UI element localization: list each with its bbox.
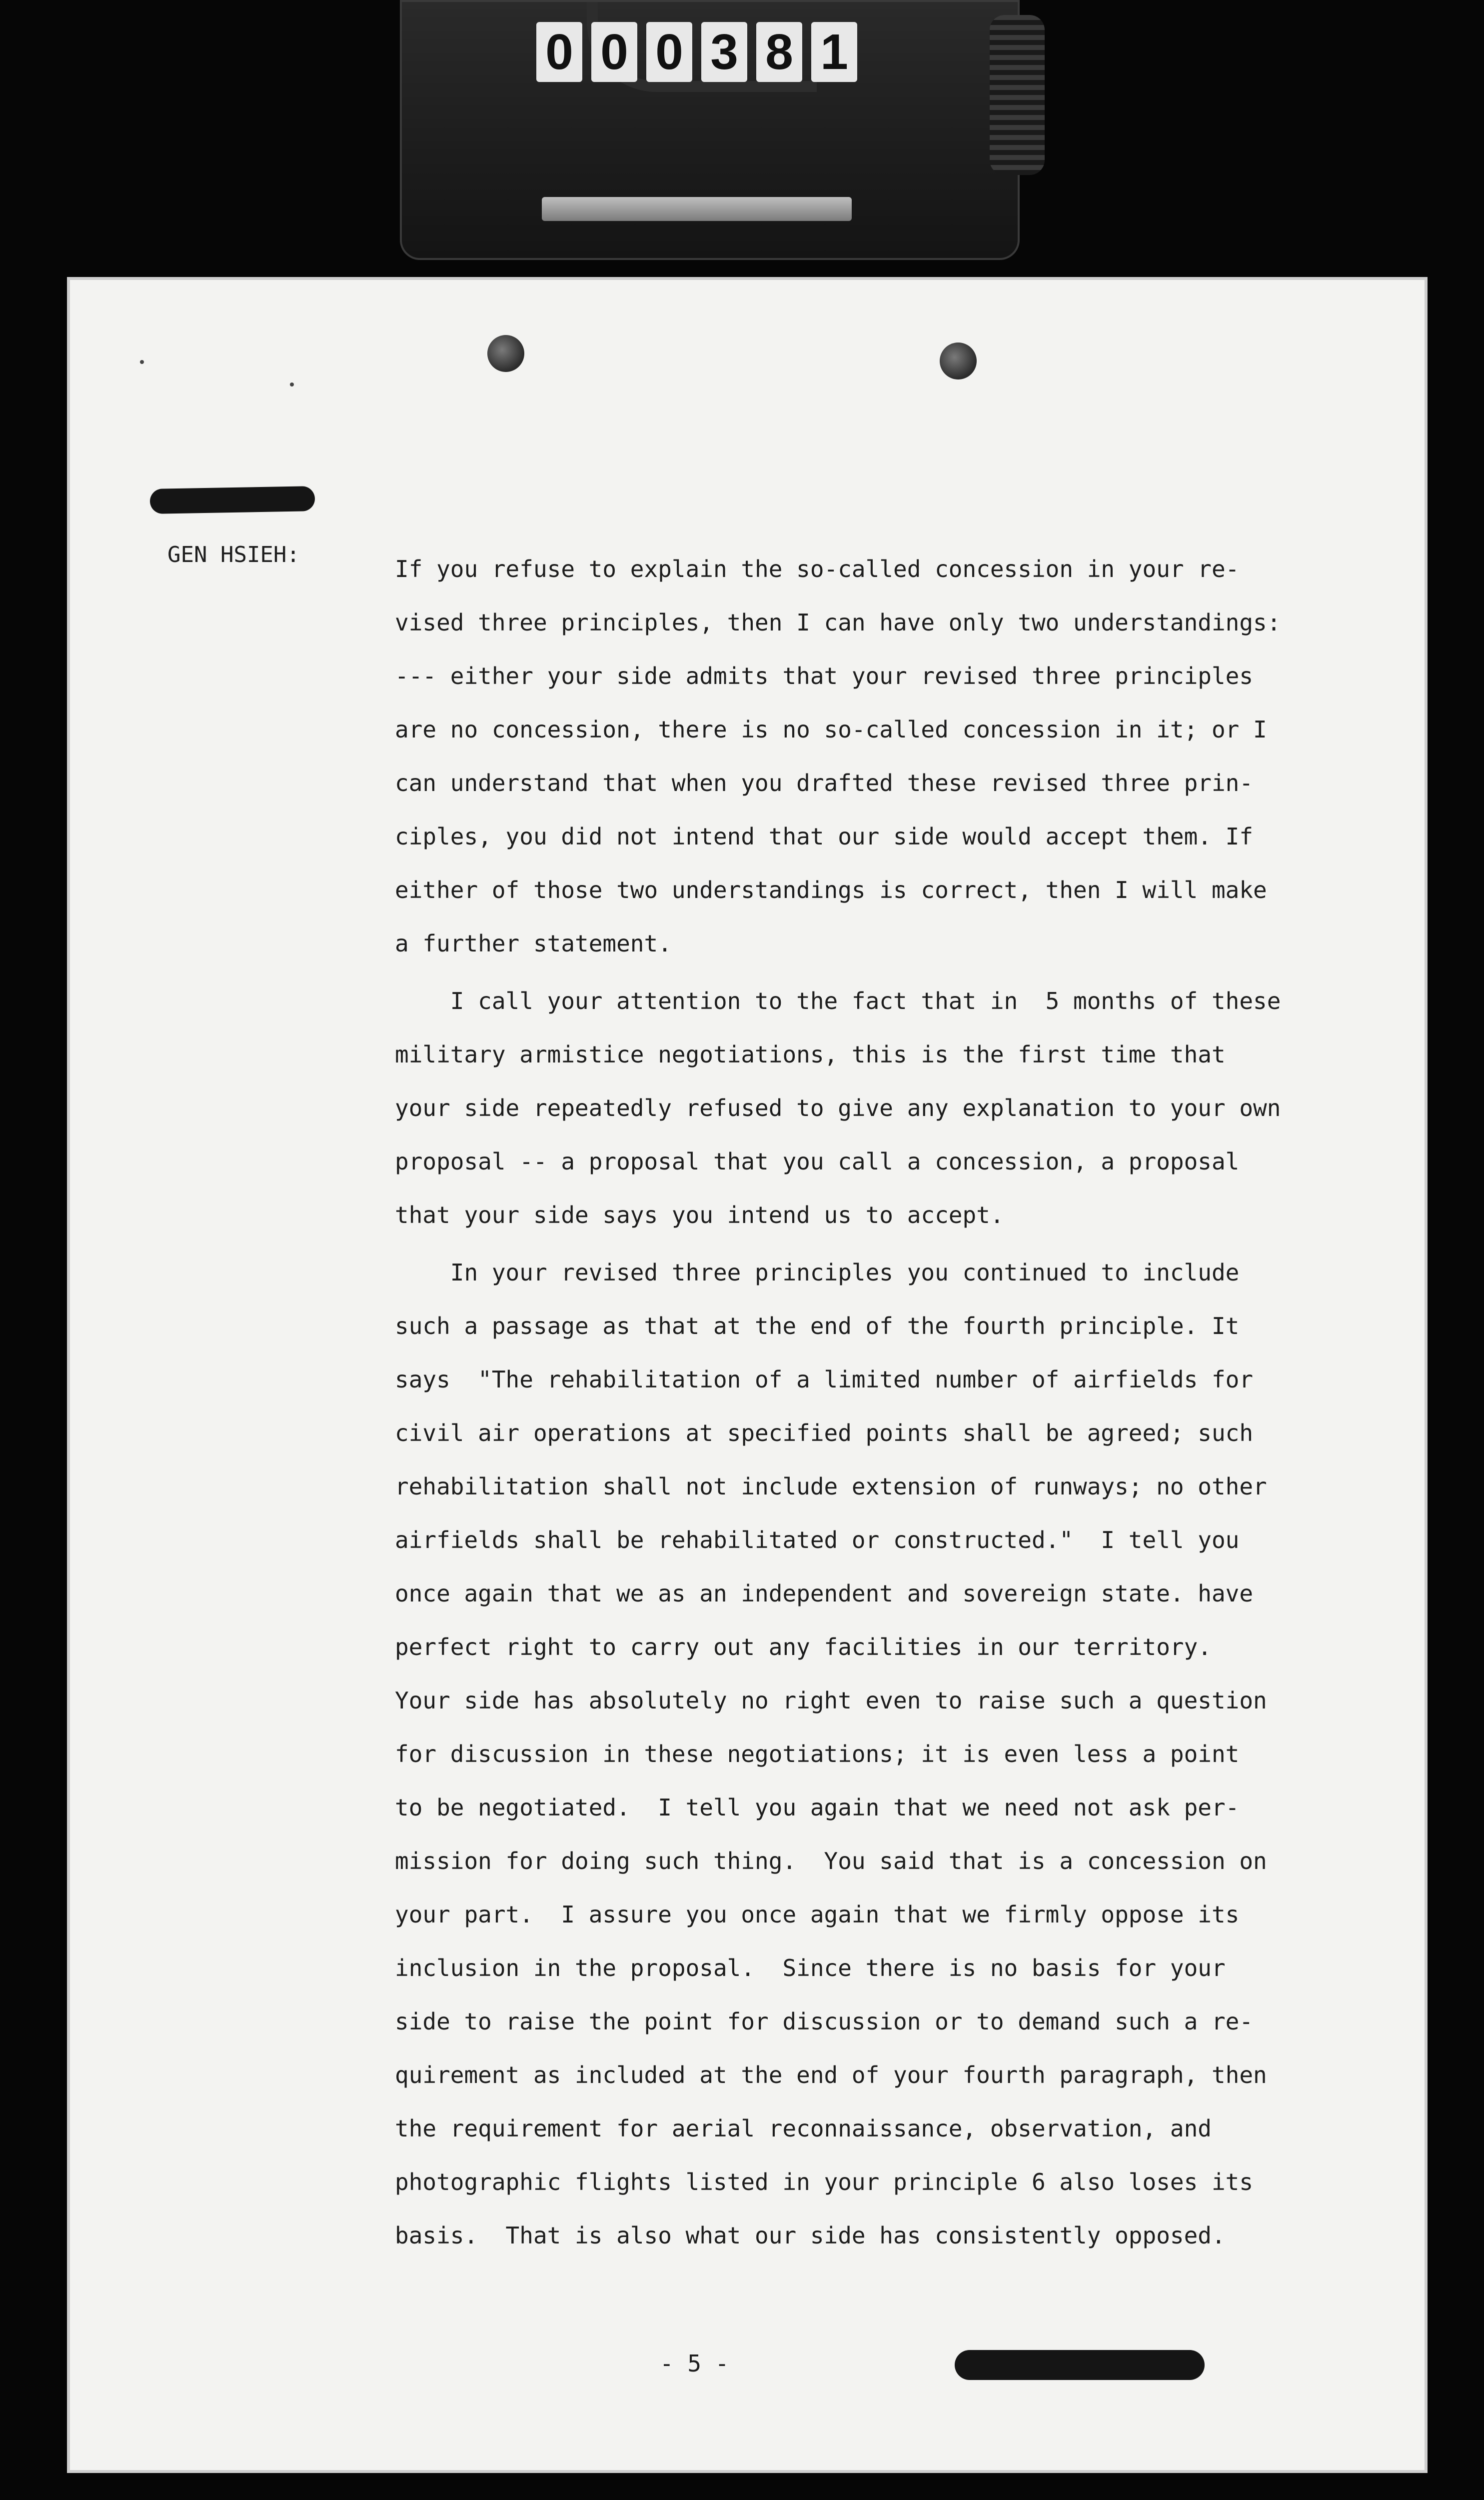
text-line: ciples, you did not intend that our side would accept them. If <box>395 823 1254 850</box>
paragraph-3 <box>395 1246 1370 2262</box>
document-page <box>70 280 1425 2470</box>
text-line: Your side has absolutely no right even to raise such a question <box>395 1687 1267 1714</box>
text-line: your part. I assure you once again that we firmly oppose its <box>395 1901 1240 1928</box>
text-line: vised three principles, then I can have only two understandings: <box>395 609 1281 636</box>
text-line: the requirement for aerial reconnaissance, observation, and <box>395 2115 1212 2142</box>
text-line: can understand that when you drafted these revised three prin- <box>395 770 1254 796</box>
text-line: civil air operations at specified points shall be agreed; such <box>395 1420 1254 1446</box>
statement-body <box>395 542 1370 2262</box>
counter-digit: 8 <box>756 22 802 82</box>
classification-redaction-bottom <box>955 2350 1205 2380</box>
punch-hole-right <box>940 342 977 380</box>
frame-counter-display <box>522 22 872 82</box>
text-line: In your revised three principles you continued to include <box>395 1259 1240 1286</box>
paragraph-2 <box>395 974 1370 1242</box>
text-line: --- either your side admits that your revised three principles <box>395 662 1254 690</box>
text-line: photographic flights listed in your principle 6 also loses its <box>395 2168 1254 2196</box>
stray-mark <box>290 382 294 386</box>
text-line: military armistice negotiations, this is the first time that <box>395 1041 1226 1068</box>
text-line: says "The rehabilitation of a limited number of airfields for <box>395 1366 1254 1393</box>
text-line: I call your attention to the fact that in 5 months of these <box>395 988 1281 1014</box>
counter-digit: 1 <box>811 22 857 82</box>
text-line: such a passage as that at the end of the fourth principle. It <box>395 1312 1240 1340</box>
counter-digit: 3 <box>701 22 747 82</box>
text-line: proposal -- a proposal that you call a concession, a proposal <box>395 1148 1240 1175</box>
text-line: are no concession, there is no so-called concession in it; or I <box>395 716 1267 743</box>
text-line: for discussion in these negotiations; it is even less a point <box>395 1740 1240 1768</box>
text-line: inclusion in the proposal. Since there is no basis for your <box>395 1954 1226 1982</box>
counter-knob <box>990 15 1045 175</box>
text-line: side to raise the point for discussion or to demand such a re- <box>395 2008 1254 2035</box>
paragraph-1 <box>395 542 1370 970</box>
counter-digit: 0 <box>536 22 582 82</box>
text-line: If you refuse to explain the so-called concession in your re- <box>395 556 1240 582</box>
text-line: either of those two understandings is correct, then I will make <box>395 876 1267 904</box>
counter-nameplate <box>542 197 852 221</box>
text-line: perfect right to carry out any facilities in our territory. <box>395 1634 1212 1660</box>
text-line: basis. That is also what our side has consistently opposed. <box>395 2222 1226 2249</box>
speaker-label: GEN HSIEH: <box>167 542 300 568</box>
counter-digit: 0 <box>591 22 637 82</box>
page-number: - 5 - <box>660 2350 729 2377</box>
text-line: airfields shall be rehabilitated or constructed." I tell you <box>395 1526 1240 1554</box>
counter-digit: 0 <box>646 22 692 82</box>
text-line: quirement as included at the end of your fourth paragraph, then <box>395 2062 1267 2088</box>
text-line: a further statement. <box>395 930 672 957</box>
text-line: rehabilitation shall not include extension of runways; no other <box>395 1473 1267 1500</box>
stray-mark <box>140 360 144 364</box>
text-line: to be negotiated. I tell you again that we need not ask per- <box>395 1794 1240 1821</box>
text-line: your side repeatedly refused to give any explanation to your own <box>395 1094 1281 1122</box>
text-line: that your side says you intend us to accept. <box>395 1202 1004 1228</box>
text-line: mission for doing such thing. You said that is a concession on <box>395 1848 1267 1874</box>
text-line: once again that we as an independent and sovereign state. have <box>395 1580 1254 1607</box>
classification-redaction-top <box>150 486 315 514</box>
punch-hole-left <box>487 335 524 372</box>
frame-counter-device <box>400 0 1020 260</box>
